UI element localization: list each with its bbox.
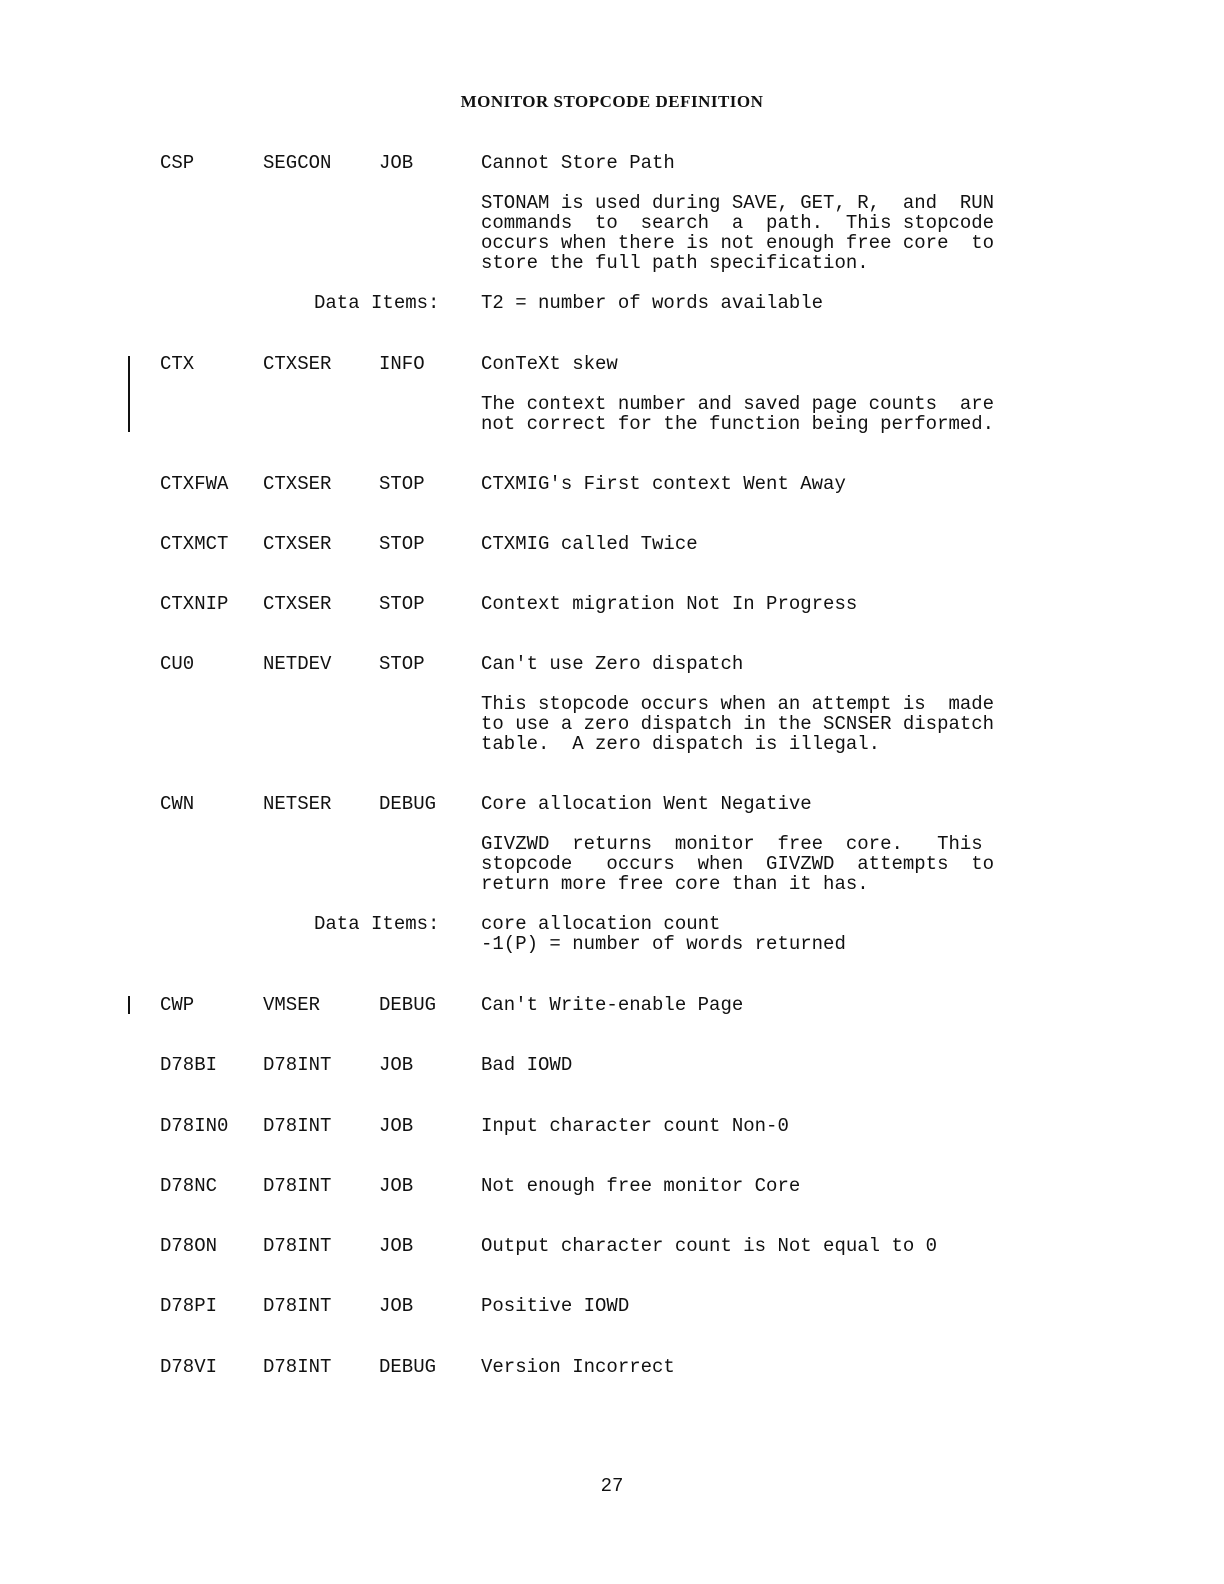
stopcode-code: CSP <box>160 152 195 174</box>
stopcode-name: Core allocation Went Negative <box>481 793 812 815</box>
stopcode-name: ConTeXt skew <box>481 353 618 375</box>
stopcode-type: DEBUG <box>379 1356 437 1378</box>
stopcode-name: Positive IOWD <box>481 1295 630 1317</box>
stopcode-description-line: stopcode occurs when GIVZWD attempts to <box>481 853 995 875</box>
stopcode-type: DEBUG <box>379 793 437 815</box>
stopcode-module: D78INT <box>263 1054 332 1076</box>
stopcode-code: D78PI <box>160 1295 218 1317</box>
stopcode-module: NETDEV <box>263 653 332 675</box>
stopcode-module: D78INT <box>263 1235 332 1257</box>
stopcode-name: Cannot Store Path <box>481 152 675 174</box>
stopcode-type: JOB <box>379 1295 414 1317</box>
stopcode-name: Output character count is Not equal to 0 <box>481 1235 938 1257</box>
stopcode-name: Can't use Zero dispatch <box>481 653 744 675</box>
data-item: -1(P) = number of words returned <box>481 933 846 955</box>
stopcode-description-line: to use a zero dispatch in the SCNSER dispatch <box>481 713 995 735</box>
change-bar <box>128 996 130 1014</box>
stopcode-type: STOP <box>379 473 425 495</box>
stopcode-name: Not enough free monitor Core <box>481 1175 801 1197</box>
stopcode-name: CTXMIG's First context Went Away <box>481 473 846 495</box>
stopcode-description-line: GIVZWD returns monitor free core. This <box>481 833 983 855</box>
stopcode-module: D78INT <box>263 1295 332 1317</box>
stopcode-code: CTXNIP <box>160 593 229 615</box>
page-number: 27 <box>600 1475 624 1497</box>
stopcode-module: SEGCON <box>263 152 332 174</box>
stopcode-description-line: not correct for the function being performed. <box>481 413 995 435</box>
stopcode-description-line: commands to search a path. This stopcode <box>481 212 995 234</box>
stopcode-module: NETSER <box>263 793 332 815</box>
stopcode-type: JOB <box>379 1115 414 1137</box>
data-item: core allocation count <box>481 913 721 935</box>
stopcode-description-line: STONAM is used during SAVE, GET, R, and RUN <box>481 192 995 214</box>
stopcode-module: VMSER <box>263 994 321 1016</box>
change-bar <box>128 356 130 432</box>
stopcode-name: Can't Write-enable Page <box>481 994 744 1016</box>
stopcode-type: STOP <box>379 653 425 675</box>
stopcode-type: JOB <box>379 1054 414 1076</box>
data-items-label: Data Items: <box>314 913 440 935</box>
data-items-label: Data Items: <box>314 292 440 314</box>
stopcode-type: JOB <box>379 152 414 174</box>
stopcode-type: JOB <box>379 1175 414 1197</box>
stopcode-code: CU0 <box>160 653 195 675</box>
stopcode-code: CTXFWA <box>160 473 229 495</box>
stopcode-code: D78NC <box>160 1175 218 1197</box>
stopcode-code: D78VI <box>160 1356 218 1378</box>
stopcode-module: CTXSER <box>263 533 332 555</box>
stopcode-type: DEBUG <box>379 994 437 1016</box>
stopcode-module: CTXSER <box>263 473 332 495</box>
stopcode-name: Input character count Non-0 <box>481 1115 789 1137</box>
stopcode-description-line: The context number and saved page counts are <box>481 393 995 415</box>
stopcode-type: INFO <box>379 353 425 375</box>
stopcode-type: STOP <box>379 533 425 555</box>
data-item: T2 = number of words available <box>481 292 824 314</box>
stopcode-module: D78INT <box>263 1356 332 1378</box>
stopcode-module: CTXSER <box>263 353 332 375</box>
stopcode-type: STOP <box>379 593 425 615</box>
stopcode-name: Context migration Not In Progress <box>481 593 858 615</box>
stopcode-module: D78INT <box>263 1175 332 1197</box>
stopcode-name: CTXMIG called Twice <box>481 533 698 555</box>
stopcode-code: D78BI <box>160 1054 218 1076</box>
stopcode-code: CTX <box>160 353 195 375</box>
stopcode-code: D78ON <box>160 1235 218 1257</box>
stopcode-description-line: store the full path specification. <box>481 252 869 274</box>
stopcode-code: D78IN0 <box>160 1115 229 1137</box>
stopcode-code: CWP <box>160 994 195 1016</box>
stopcode-description-line: occurs when there is not enough free core to <box>481 232 995 254</box>
stopcode-description-line: return more free core than it has. <box>481 873 869 895</box>
stopcode-name: Version Incorrect <box>481 1356 675 1378</box>
stopcode-description-line: table. A zero dispatch is illegal. <box>481 733 881 755</box>
stopcode-code: CWN <box>160 793 195 815</box>
stopcode-description-line: This stopcode occurs when an attempt is made <box>481 693 995 715</box>
stopcode-type: JOB <box>379 1235 414 1257</box>
stopcode-module: CTXSER <box>263 593 332 615</box>
stopcode-code: CTXMCT <box>160 533 229 555</box>
stopcode-module: D78INT <box>263 1115 332 1137</box>
stopcode-name: Bad IOWD <box>481 1054 573 1076</box>
page-title: MONITOR STOPCODE DEFINITION <box>460 92 764 111</box>
